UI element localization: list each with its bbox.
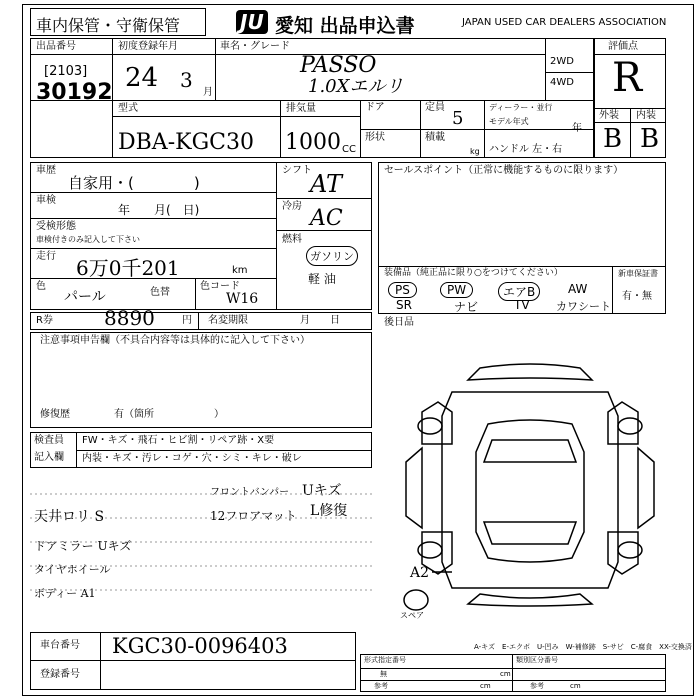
receive-note: 車検付きのみ記入して下さい (36, 235, 140, 244)
shift-value: AT (310, 170, 343, 198)
cooler-value: AC (310, 206, 343, 231)
cm-unit-3: cm (570, 682, 581, 690)
hw-note-scratch: Uキズ (302, 483, 342, 499)
equip-aw: AW (568, 282, 588, 296)
ref-label-1: 参考 (374, 682, 388, 690)
drive-2wd: 2WD (550, 56, 574, 67)
form-title: 愛知 出品申込書 (275, 15, 415, 37)
history-value: 自家用・( ) (68, 174, 200, 192)
hw-note-body: ボディー A1 (34, 587, 96, 600)
lot-number: 30192 (36, 80, 113, 105)
inspector-row-2: 内装・キズ・汚レ・コゲ・穴・シミ・キレ・破レ (82, 453, 302, 464)
rating-label: 評価点 (608, 41, 638, 52)
hw-note-mirror: ドアミラー Uキズ (34, 539, 132, 553)
mileage-value: 6万0千201 (76, 256, 180, 280)
door-label: ドア (365, 102, 385, 113)
repair-value: 有（箇所 ） (114, 409, 224, 420)
spare-label: スペア (400, 611, 424, 620)
model-label: 車名・グレード (220, 41, 290, 52)
recycle-label: R券 (36, 315, 53, 326)
association-name: JAPAN USED CAR DEALERS ASSOCIATION (462, 17, 667, 28)
equip-seat: カワシート (556, 300, 611, 313)
hw-note-repair: L修復 (310, 503, 348, 519)
form-frame (22, 4, 694, 696)
name-change-label: 名変期限 (208, 315, 248, 326)
cm-unit-1: cm (500, 670, 511, 678)
equip-sr: SR (396, 298, 412, 312)
lot-number-label: 出品番号 (36, 41, 76, 52)
dealer-label: ディーラー・並行 (489, 103, 553, 112)
sales-point-label: セールスポイント（正常に機能するものに限ります） (384, 165, 624, 176)
recycle-value: 8890 (104, 306, 155, 330)
color-value: パール (64, 289, 106, 305)
cooler-label: 冷房 (282, 201, 302, 212)
inspection-value: 年 月( 日) (118, 203, 200, 217)
year-unit: 年 (572, 123, 582, 134)
type-label: 型式 (118, 103, 138, 114)
equip-ps: PS (388, 282, 417, 298)
model-year-label: モデル年式 (489, 117, 529, 126)
equip-airbag: エアB (498, 282, 540, 301)
cm-unit-2: cm (480, 682, 491, 690)
equip-navi: ナビ (454, 300, 479, 314)
lot-prefix: [2103] (44, 64, 88, 79)
chassis-number: KGC30-0096403 (112, 634, 288, 658)
new-warranty-label: 新車保証書 (618, 269, 658, 278)
yen-unit: 円 (182, 315, 192, 326)
capacity-value: 5 (452, 108, 464, 129)
model-name: PASSO (300, 53, 377, 78)
first-reg-month: 3 (180, 68, 193, 92)
repair-label: 修復歴 (40, 409, 70, 420)
hw-note-wheel: タイヤホイール (34, 563, 111, 576)
storage-note: 車内保管・守衛保管 (36, 16, 181, 35)
first-reg-label: 初度登録年月 (118, 41, 178, 52)
kg-unit: kg (470, 147, 480, 156)
hw-note-floor-mat: 12フロアマット (210, 509, 297, 523)
class-number-label: 類別区分番号 (516, 656, 558, 664)
receive-label: 受検形態 (36, 221, 76, 232)
handle-label: ハンドル 左・右 (489, 144, 563, 155)
equip-tv: TV (514, 298, 530, 312)
ref-label-2: 参考 (530, 682, 544, 690)
type-value: DBA-KGC30 (118, 130, 254, 155)
a2-damage-mark: A2 (410, 565, 430, 581)
equipment-label: 装備品（純正品に限り○をつけてください） (384, 268, 563, 278)
shift-label: シフト (282, 165, 312, 176)
name-change-date: 月 日 (300, 315, 340, 326)
first-reg-year: 24 (125, 63, 159, 93)
history-label: 車歴 (36, 165, 56, 176)
km-unit: km (232, 265, 248, 276)
displacement-label: 排気量 (286, 103, 316, 114)
equip-pw: PW (440, 282, 473, 298)
notes-label: 注意事項申告欄（不具合内容等は具体的に記入して下さい） (40, 335, 310, 346)
after-items-label: 後日品 (384, 317, 414, 328)
new-warranty-value: 有・無 (622, 291, 652, 302)
hw-note-front-bumper: フロントバンパー (210, 487, 290, 498)
registration-label: 登録番号 (40, 669, 80, 680)
load-label: 積載 (425, 132, 445, 143)
inspector-label-1: 検査員 (34, 435, 64, 446)
inspector-label-2: 記入欄 (34, 452, 64, 463)
interior-label: 内装 (636, 110, 656, 121)
fuel-label: 燃料 (282, 234, 302, 245)
none-label: 無 (380, 670, 387, 678)
fuel-diesel: 軽 油 (308, 272, 336, 286)
mileage-label: 走行 (36, 251, 56, 262)
inspection-label: 車検 (36, 195, 56, 206)
fuel-gasoline: ガソリン (306, 246, 358, 266)
damage-legend: A-キズ E-エクボ U-凹み W-補修跡 S-サビ C-腐食 XX-交換済 (474, 643, 692, 651)
month-unit: 月 (203, 87, 213, 98)
hw-note-ceiling: 天井ロリ S (34, 509, 105, 525)
color-code-label: 色コード (200, 281, 240, 292)
inspector-row-1: FW・キズ・飛石・ヒビ割・リペア跡・X要 (82, 435, 275, 446)
form-designation-label: 形式指定番号 (364, 656, 406, 664)
color-code-value: W16 (226, 291, 259, 307)
exterior-grade: B (603, 124, 623, 154)
displacement-value: 1000 (285, 130, 341, 155)
exterior-label: 外装 (599, 110, 619, 121)
drive-4wd: 4WD (550, 77, 574, 88)
chassis-label: 車台番号 (40, 640, 80, 651)
shape-label: 形状 (365, 132, 385, 143)
color-change-label: 色替 (150, 287, 170, 298)
model-grade: 1.0Xエルリ (308, 76, 404, 97)
interior-grade: B (640, 124, 660, 154)
ju-logo: JU (236, 10, 268, 34)
rating-value: R (612, 55, 643, 101)
capacity-label: 定員 (425, 102, 445, 113)
color-label: 色 (36, 281, 46, 292)
cc-unit: CC (342, 144, 356, 155)
